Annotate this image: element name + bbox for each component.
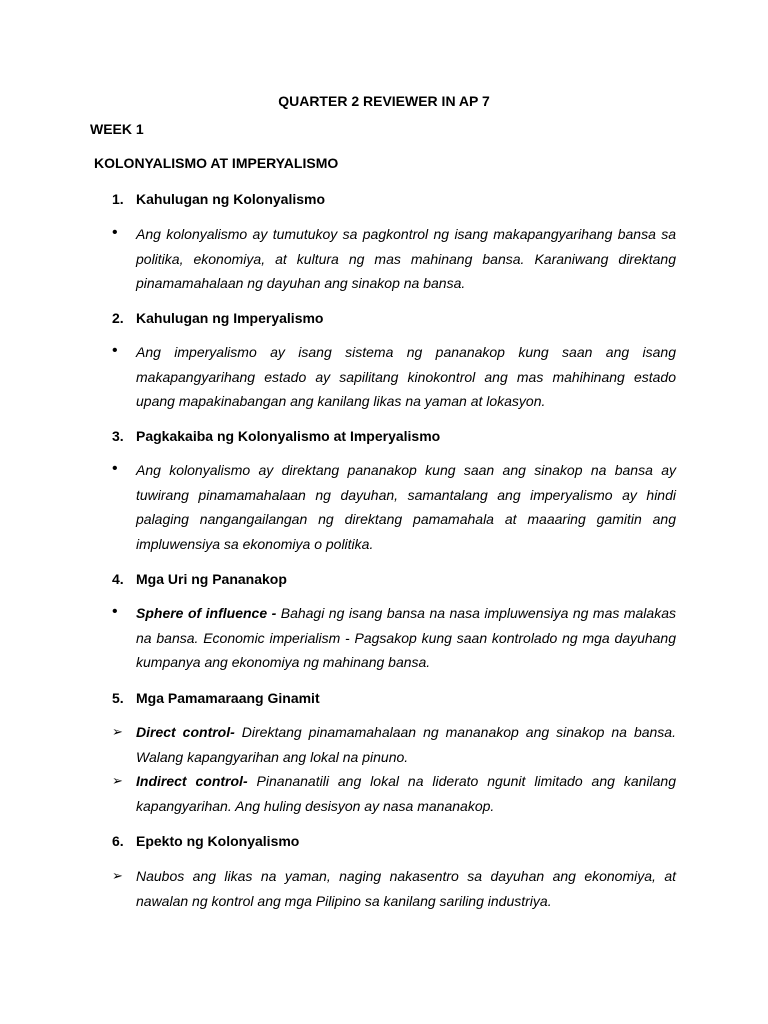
list-item [112, 601, 676, 675]
item-body: Pinananatili ang lokal na liderato ngunit limitado ang kanilang kapangyarihan. Ang huling desisyon ay nasa mananakop. [136, 773, 676, 814]
item-term: Sphere of influence - [136, 605, 281, 621]
section-number: 1. [112, 191, 124, 207]
list-item [112, 720, 676, 769]
item-text: Ang kolonyalismo ay direktang pananakop kung saan ang sinakop na bansa ay tuwirang pinamamahalaan ng dayuhan, samantalang ang imperyalismo ay hindi palaging nangangailangan ng direktang pamamahala at maaaring gamitin ang impluwensiya sa ekonomiya o politika. [136, 462, 676, 552]
list-item [112, 340, 676, 414]
item-text [136, 601, 676, 675]
section-title: Kahulugan ng Kolonyalismo [136, 191, 326, 207]
item-body: Direktang pinamamahalaan ng mananakop ang sinakop na bansa. Walang kapangyarihan ang lokal na pinuno. [136, 724, 676, 765]
list-item [112, 222, 676, 296]
item-text [136, 769, 676, 818]
arrow-bullet-icon: ➢ [112, 773, 123, 788]
section-heading-5 [112, 690, 320, 706]
topic-heading: KOLONYALISMO AT IMPERYALISMO [94, 155, 339, 171]
item-text [136, 720, 676, 769]
bullet-dot-icon: • [112, 603, 118, 620]
arrow-bullet-icon: ➢ [112, 868, 123, 883]
section-title: Epekto ng Kolonyalismo [136, 833, 300, 849]
list-item [112, 458, 676, 556]
section-heading-2 [112, 310, 323, 326]
section-title: Kahulugan ng Imperyalismo [136, 310, 324, 326]
item-text: Ang kolonyalismo ay tumutukoy sa pagkontrol ng isang makapangyarihang bansa sa politika, ekonomiya, at kultura ng mas mahinang bansa. Karaniwang direktang pinamamahalaan ng dayuhan ang sinakop na bansa. [136, 226, 676, 291]
section-number: 3. [112, 428, 124, 444]
section-heading-1 [112, 191, 325, 207]
section-number: 6. [112, 833, 124, 849]
item-body: Bahagi ng isang bansa na nasa impluwensiya ng mas malakas na bansa. Economic imperialism - Pagsakop kung saan kontrolado ng mga dayuhang kumpanya ang ekonomiya ng mahinang bansa. [136, 605, 676, 670]
week-label: WEEK 1 [90, 121, 144, 137]
section-heading-6 [112, 833, 299, 849]
item-term: Indirect control- [136, 773, 248, 789]
item-text: Ang imperyalismo ay isang sistema ng pananakop kung saan ang isang makapangyarihang estado ay sapilitang kinokontrol ang mas mahihinang estado upang mapakinabangan ang kanilang likas na yaman at lokasyon. [136, 344, 676, 409]
section-number: 4. [112, 571, 124, 587]
item-text: Naubos ang likas na yaman, naging nakasentro sa dayuhan ang ekonomiya, at nawalan ng kontrol ang mga Pilipino sa kanilang sariling industriya. [136, 868, 676, 909]
section-title: Mga Pamamaraang Ginamit [136, 690, 320, 706]
item-term: Direct control- [136, 724, 235, 740]
document-title: QUARTER 2 REVIEWER IN AP 7 [278, 93, 490, 109]
section-number: 2. [112, 310, 124, 326]
section-title: Mga Uri ng Pananakop [136, 571, 287, 587]
list-item [112, 769, 676, 818]
bullet-dot-icon: • [112, 342, 118, 359]
bullet-dot-icon: • [112, 224, 118, 241]
list-item [112, 864, 676, 913]
bullet-dot-icon: • [112, 460, 118, 477]
section-title: Pagkakaiba ng Kolonyalismo at Imperyalismo [136, 428, 441, 444]
section-heading-4 [112, 571, 287, 587]
section-heading-3 [112, 428, 440, 444]
section-number: 5. [112, 690, 124, 706]
arrow-bullet-icon: ➢ [112, 724, 123, 739]
